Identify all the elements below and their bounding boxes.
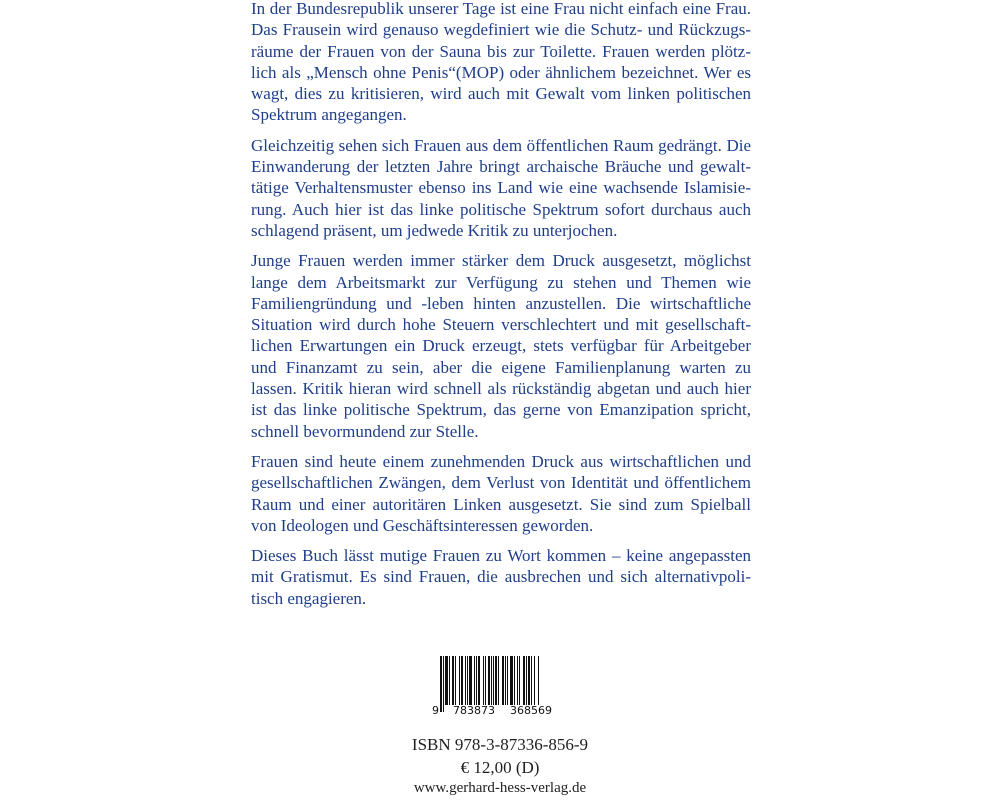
barcode-bar — [474, 656, 475, 705]
barcode-bar — [452, 656, 454, 705]
isbn-number: ISBN 978-3-87336-856-9 — [411, 735, 589, 754]
barcode-bar — [491, 656, 492, 705]
barcode-bar — [485, 656, 486, 705]
barcode-bar — [488, 656, 490, 705]
barcode-bar — [523, 656, 525, 705]
barcode-bar — [445, 656, 448, 705]
barcode-digits-right: 368569 — [504, 705, 558, 717]
barcode-bar — [510, 656, 513, 705]
barcode-digit-lead: 9 — [432, 704, 439, 717]
barcode-bar — [467, 656, 468, 705]
barcode-bar — [483, 656, 484, 705]
blurb-text — [251, 0, 751, 618]
blurb-paragraph-2: Gleichzeitig sehen sich Frauen aus dem öffentlichen Raum gedrängt. Die Einwanderung der letzten Jahre bringt archaische Bräuche und gewalttätige Verhaltensmuster ebenso ins Land wie eine wachsende Islamisierung. Auch hier ist das linke politische Spektrum sofort durchaus auch schlagend präsent, um jedwede Kritik zu unterjochen. — [251, 135, 751, 240]
barcode-bar — [517, 656, 518, 705]
barcode-bar — [519, 656, 520, 705]
barcode-bar — [495, 656, 497, 705]
barcode-bar — [455, 656, 456, 705]
barcode-bar — [469, 656, 472, 705]
barcode-bar — [440, 656, 442, 712]
barcode-bar — [449, 656, 450, 705]
barcode-bar — [502, 656, 504, 705]
barcode-bar — [507, 656, 508, 705]
barcode-digits-left: 783873 — [449, 705, 499, 717]
barcode-bar — [514, 656, 515, 705]
barcode-bar — [459, 656, 460, 705]
price-label: € 12,00 (D) — [460, 758, 540, 777]
publisher-website: www.gerhard-hess-verlag.de — [413, 780, 587, 796]
barcode-bar — [478, 656, 480, 705]
barcode-bar — [476, 656, 477, 705]
barcode-bar — [526, 656, 527, 705]
barcode-bar — [534, 656, 535, 705]
blurb-paragraph-1: In der Bundesrepublik unserer Tage ist eine Frau nicht einfach eine Frau. Das Frausein wird genauso wegdefiniert wie die Schutz- und Rückzugsräume der Frauen von der Sauna bis zur Toilette. Frauen werden plötzlich als „Mensch ohne Penis“(MOP) oder ähnlichem bezeichnet. Wer es wagt, dies zu kritisieren, wird auch mit Gewalt vom linken politischen Spektrum angegangen. — [251, 0, 751, 125]
isbn-barcode — [432, 656, 562, 718]
barcode-bar — [493, 656, 494, 705]
barcode-bar — [528, 656, 530, 705]
barcode-bar — [461, 656, 463, 705]
barcode-bar — [465, 656, 466, 705]
barcode-bar — [443, 656, 444, 712]
barcode-bar — [498, 656, 499, 705]
blurb-paragraph-3: Junge Frauen werden immer stärker dem Druck ausgesetzt, möglichst lange dem Arbeitsmarkt zur Verfügung zu stehen und Themen wie Familiengründung und -leben hinten anzustellen. Die wirtschaftliche Situation wird durch hohe Steuern verschlechtert und mit gesellschaftlichen Erwartungen ein Druck erzeugt, stets verfügbar für Arbeitgeber und Finanzamt zu sein, aber die eigene Familienplanung warten zu lassen. Kritik hieran wird schnell als rückständig abgetan und auch hier ist das linke politische Spektrum, das gerne von Emanzipation spricht, schnell bevormundend zur Stelle. — [251, 251, 751, 441]
blurb-paragraph-4: Frauen sind heute einem zunehmenden Druck aus wirtschaftlichen und gesellschaftlichen Zwängen, dem Verlust von Identität und öffentlichem Raum und einer autoritären Linken ausgesetzt. Sie sind zum Spielball von Ideologen und Geschäftsinteressen geworden. — [251, 451, 751, 535]
barcode-bar — [531, 656, 532, 705]
blurb-paragraph-5: Dieses Buch lässt mutige Frauen zu Wort kommen – keine angepassten mit Gratismut. Es sind Frauen, die ausbrechen und sich alternativpolitisch engagieren. — [251, 546, 751, 608]
barcode-bar — [505, 656, 506, 705]
